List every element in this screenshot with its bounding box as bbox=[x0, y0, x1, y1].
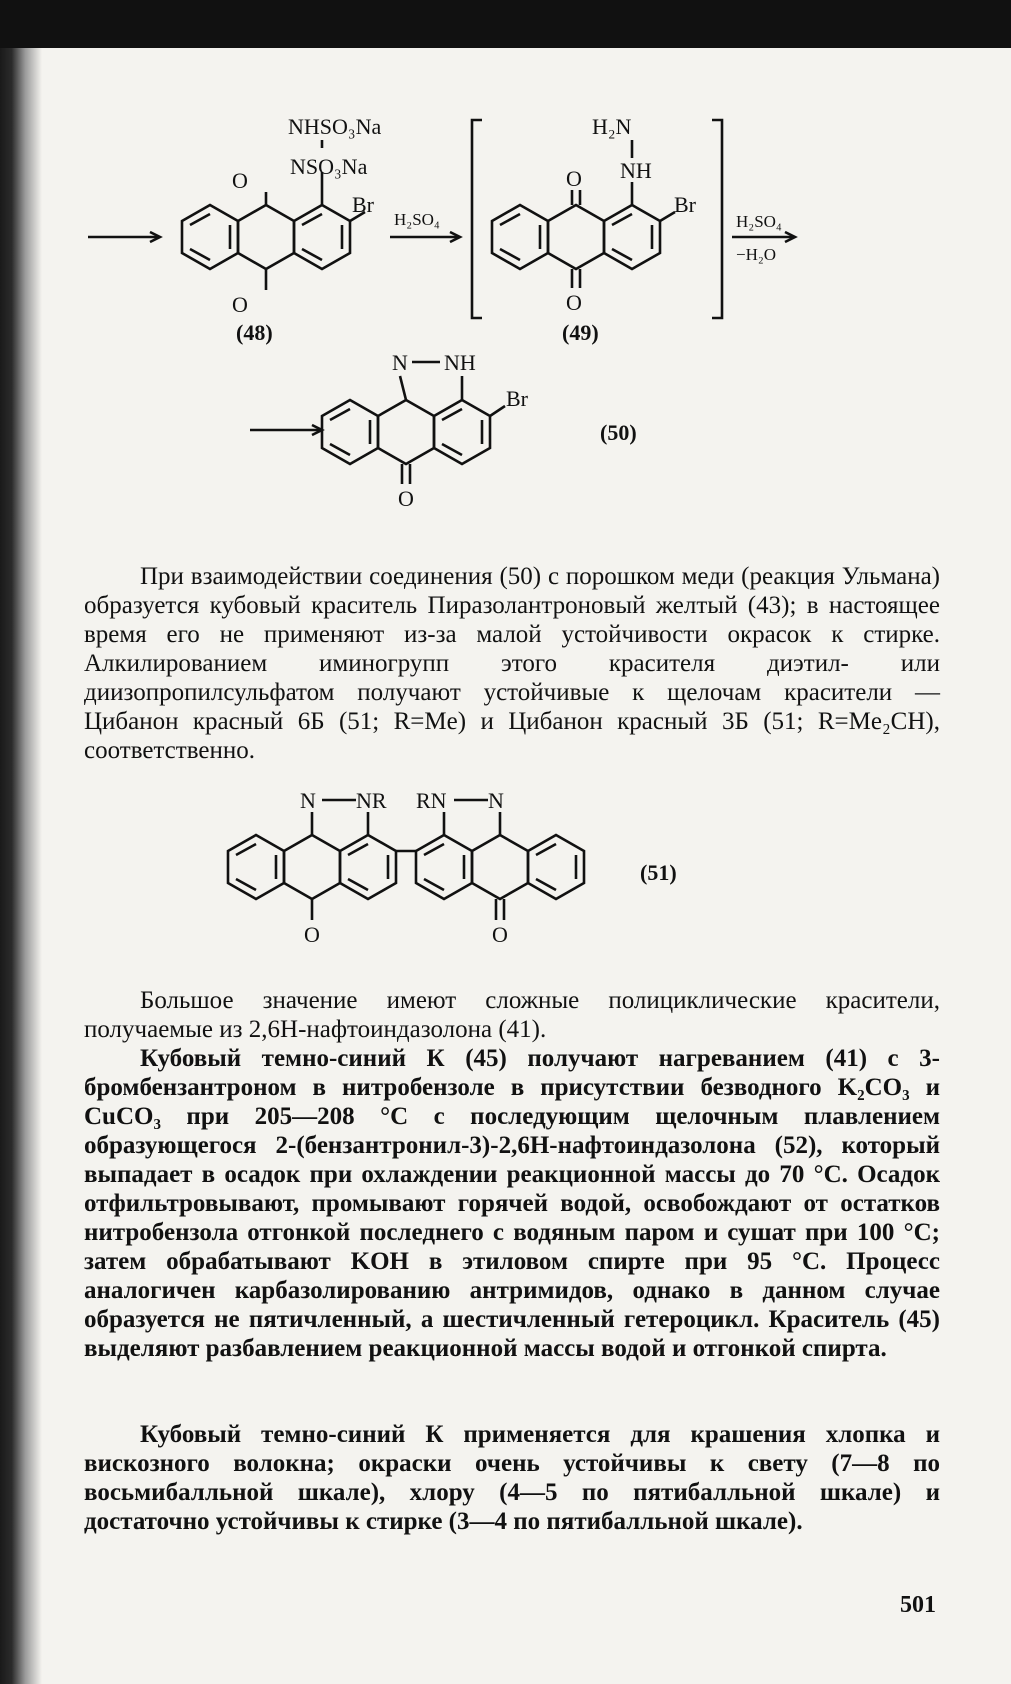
c50-label: (50) bbox=[600, 420, 637, 445]
reaction-scheme-svg bbox=[60, 100, 940, 960]
c49-o-bottom: O bbox=[566, 290, 582, 315]
scan-left-edge bbox=[0, 48, 42, 1684]
ring-51-b bbox=[284, 835, 340, 899]
c48-br: Br bbox=[352, 192, 374, 217]
s51-right-n: N bbox=[488, 788, 504, 813]
s51-right-rn: RN bbox=[416, 788, 447, 813]
ring-49-center bbox=[548, 205, 604, 269]
paragraph-polycyclic: Большое значение имеют сложные полициклические красители, получаемые из 2,6H-нафтоиндазолона (41). bbox=[84, 987, 940, 1043]
s51-label: (51) bbox=[640, 860, 677, 885]
scan-top-border bbox=[0, 0, 1011, 48]
ring-51-e bbox=[472, 835, 528, 899]
s51-left-nr: NR bbox=[356, 788, 387, 813]
c50-n-left: N bbox=[392, 350, 408, 375]
paragraph-ullmann: При взаимодействии соединения (50) с порошком меди (реакция Ульмана) образуется кубовый краситель Пиразолантроновый желтый (43); в настоящее время его не применяют из-за малой устойчивости окрасок к стирке. Алкилированием иминогрупп этого красителя диэтил- или диизопропилсульфатом получают устойчивые к щелочам красители — Цибанон красный 6Б (51; R=Me) и Цибанон красный 3Б (51; R=Me₂CH), соответственно. bbox=[84, 563, 940, 764]
c50-n-right: NH bbox=[444, 350, 476, 375]
c49-substituent-n: NH bbox=[620, 158, 652, 183]
s51-o-left: O bbox=[304, 922, 320, 947]
reagent-2-bottom: −H₂O bbox=[736, 245, 777, 264]
page-number: 501 bbox=[900, 1592, 936, 1618]
c49-br: Br bbox=[674, 192, 696, 217]
c49-substituent-top: H₂N bbox=[592, 114, 632, 139]
c49-o-top: O bbox=[566, 166, 582, 191]
c48-substituent-top: NHSO₃Na bbox=[288, 114, 382, 139]
s51-left-n: N bbox=[300, 788, 316, 813]
c50-o-bottom: O bbox=[398, 486, 414, 511]
ring-48-center bbox=[238, 205, 294, 269]
c48-substituent-n: NSO₃Na bbox=[290, 154, 368, 179]
c49-label: (49) bbox=[562, 320, 599, 345]
c48-label: (48) bbox=[236, 320, 273, 345]
reaction-scheme bbox=[60, 100, 940, 965]
c50-br: Br bbox=[506, 386, 528, 411]
reagent-1: H₂SO₄ bbox=[394, 210, 440, 229]
s51-o-right: O bbox=[492, 922, 508, 947]
c48-o-bottom: O bbox=[232, 292, 248, 317]
reagent-2-top: H₂SO₄ bbox=[736, 212, 782, 231]
paragraph-application: Кубовый темно-синий К применяется для крашения хлопка и вискозного волокна; окраски очень устойчивы к свету (7—8 по восьмибалльной шкале), хлору (4—5 по пятибалльной шкале) и достаточно устойчивы к стирке (3—4 по пятибалльной шкале). bbox=[84, 1421, 940, 1535]
paragraph-synthesis: Кубовый темно-синий К (45) получают нагреванием (41) с 3-бромбензантроном в нитробензоле в присутствии безводного K₂CO₃ и CuCO₃ при 205—208 °C с последующим щелочным плавлением образующегося 2-(бензантронил-3)-2,6H-нафтоиндазолона (52), который выпадает в осадок при охлаждении реакционной массы до 70 °C. Осадок отфильтровывают, промывают горячей водой, освобождают от остатков нитробензола отгонкой последнего с водяным паром и сушат при 100 °C; затем обрабатывают KOH в этиловом спирте при 95 °C. Процесс аналогичен карбазолированию антримидов, однако в данном случае образуется не пятичленный, а шестичленный гетероцикл. Краситель (45) выделяют разбавлением реакционной массы водой и отгонкой спирта. bbox=[84, 1045, 940, 1362]
c48-o-top: O bbox=[232, 168, 248, 193]
ring-50-center bbox=[378, 400, 434, 464]
